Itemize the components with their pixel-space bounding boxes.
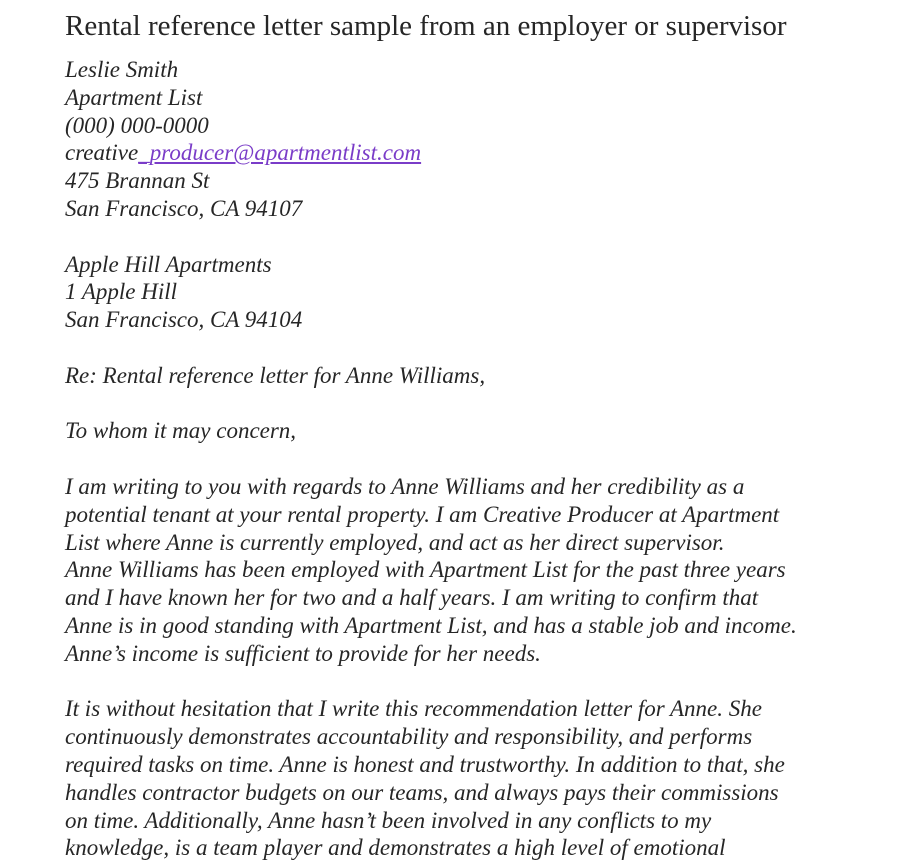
sender-phone: (000) 000-0000 <box>65 112 209 138</box>
document-page <box>65 0 895 862</box>
sender-email-prefix: creative <box>65 140 139 166</box>
paragraph-line: and I have known her for two and a half years. I am writing to confirm that <box>65 585 759 611</box>
sender-block <box>65 56 895 223</box>
paragraph-line: potential tenant at your rental property. I am Creative Producer at Apartment <box>65 501 780 527</box>
spacer <box>65 445 895 473</box>
spacer <box>65 223 895 251</box>
spacer <box>65 668 895 696</box>
paragraph-line: List where Anne is currently employed, and act as her direct supervisor. <box>65 529 725 555</box>
sender-company: Apartment List <box>65 84 203 110</box>
recipient-block <box>65 251 895 334</box>
recipient-city: San Francisco, CA 94104 <box>65 307 303 333</box>
sender-city: San Francisco, CA 94107 <box>65 195 303 221</box>
spacer <box>65 390 895 418</box>
paragraph-line: Anne’s income is sufficient to provide for her needs. <box>65 640 541 666</box>
subject-line: Re: Rental reference letter for Anne Williams, <box>65 362 486 388</box>
sender-email <box>65 139 895 167</box>
paragraph-line: Anne is in good standing with Apartment List, and has a stable job and income. <box>65 612 797 638</box>
paragraph-line: It is without hesitation that I write this recommendation letter for Anne. She <box>65 696 762 722</box>
recipient-street: 1 Apple Hill <box>65 279 178 305</box>
sender-street: 475 Brannan St <box>65 168 210 194</box>
page-title: Rental reference letter sample from an employer or supervisor <box>65 10 787 42</box>
salutation: To whom it may concern, <box>65 418 297 444</box>
paragraph-line: I am writing to you with regards to Anne Williams and her credibility as a <box>65 473 745 499</box>
paragraph-line: required tasks on time. Anne is honest and trustworthy. In addition to that, she <box>65 751 785 777</box>
paragraph-line: continuously demonstrates accountability and responsibility, and performs <box>65 724 753 750</box>
spacer <box>65 334 895 362</box>
paragraph-1 <box>65 473 895 668</box>
paragraph-2 <box>65 695 895 862</box>
paragraph-line: on time. Additionally, Anne hasn’t been involved in any conflicts to my <box>65 807 712 833</box>
letter-body <box>65 56 895 862</box>
recipient-name: Apple Hill Apartments <box>65 251 272 277</box>
paragraph-line: knowledge, is a team player and demonstrates a high level of emotional <box>65 835 726 861</box>
sender-name: Leslie Smith <box>65 57 179 82</box>
paragraph-line: Anne Williams has been employed with Apartment List for the past three years <box>65 557 786 583</box>
sender-email-link[interactable]: _producer@apartmentlist.com <box>138 140 422 166</box>
paragraph-line: handles contractor budgets on our teams, and always pays their commissions <box>65 779 779 805</box>
